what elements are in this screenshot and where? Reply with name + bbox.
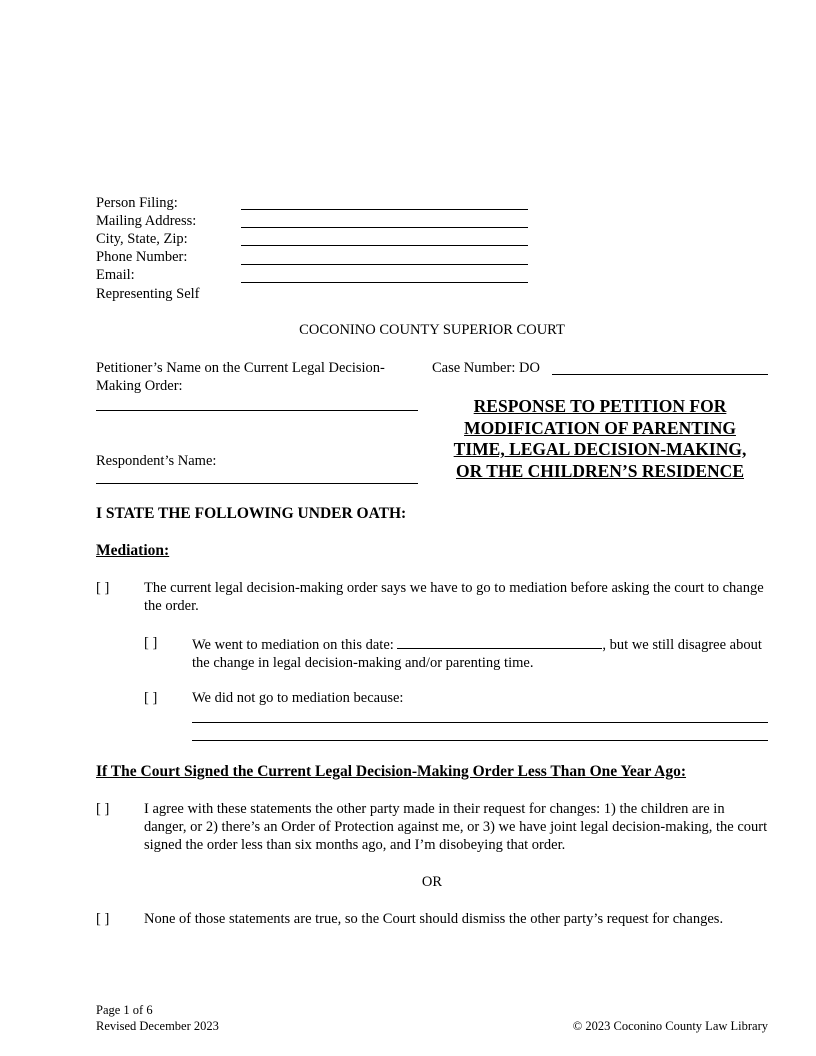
- mediation-reason-line-1[interactable]: [192, 722, 768, 723]
- respondent-name-line[interactable]: [96, 483, 418, 484]
- mediation-required-text: The current legal decision-making order says we have to go to mediation before asking the court to change the order.: [144, 580, 764, 614]
- mailing-address-line[interactable]: [241, 227, 528, 228]
- petitioner-name-line[interactable]: [96, 410, 418, 411]
- phone-number-label: Phone Number:: [96, 249, 188, 265]
- title-line-2: MODIFICATION OF PARENTING: [464, 417, 736, 438]
- case-number-line[interactable]: [552, 374, 768, 375]
- email-label: Email:: [96, 267, 135, 283]
- title-line-4: OR THE CHILDREN’S RESIDENCE: [455, 460, 744, 481]
- or-separator: OR: [421, 874, 443, 890]
- one-year-heading: If The Court Signed the Current Legal Decision-Making Order Less Than One Year Ago:: [96, 763, 687, 780]
- statements-false-text: None of those statements are true, so the Court should dismiss the other party’s request for changes.: [144, 911, 724, 927]
- agree-statements-checkbox[interactable]: [ ]: [96, 801, 110, 817]
- mailing-address-label: Mailing Address:: [96, 213, 197, 229]
- mediation-attended-text: [192, 634, 768, 672]
- city-state-zip-label: City, State, Zip:: [96, 231, 188, 247]
- representing-self-label: Representing Self: [96, 286, 200, 302]
- revised-date: Revised December 2023: [96, 1019, 219, 1033]
- page-number: Page 1 of 6: [96, 1003, 153, 1017]
- phone-number-line[interactable]: [241, 264, 528, 265]
- document-title: [432, 396, 768, 482]
- email-line[interactable]: [241, 282, 528, 283]
- mediation-required-checkbox[interactable]: [ ]: [96, 580, 110, 596]
- mediation-not-attended-checkbox[interactable]: [ ]: [144, 690, 158, 706]
- person-filing-label: Person Filing:: [96, 195, 178, 211]
- respondent-label: Respondent’s Name:: [96, 453, 217, 469]
- mediation-not-attended-text: We did not go to mediation because:: [192, 690, 404, 706]
- title-line-1: RESPONSE TO PETITION FOR: [473, 396, 727, 416]
- petitioner-label: Petitioner’s Name on the Current Legal Decision-Making Order:: [96, 360, 385, 394]
- copyright-notice: © 2023 Coconino County Law Library: [572, 1019, 768, 1033]
- statements-false-checkbox[interactable]: [ ]: [96, 911, 110, 927]
- city-state-zip-line[interactable]: [241, 245, 528, 246]
- title-line-3: TIME, LEGAL DECISION-MAKING,: [453, 439, 747, 459]
- mediation-attended-after: , but we still disagree about the change in legal decision-making and/or parenting time.: [192, 637, 762, 671]
- mediation-date-line[interactable]: [397, 634, 602, 649]
- oath-statement: I STATE THE FOLLOWING UNDER OATH:: [96, 505, 407, 522]
- person-filing-line[interactable]: [241, 209, 528, 210]
- agree-statements-text: I agree with these statements the other party made in their request for changes: 1) the children are in danger, or 2) there’s an Order of Protection against me, or 3) we have joint legal decision-making, the court signed the order less than six months ago, and I’m disobeying that order.: [144, 801, 768, 853]
- mediation-reason-line-2[interactable]: [192, 740, 768, 741]
- court-name: COCONINO COUNTY SUPERIOR COURT: [299, 322, 565, 338]
- mediation-attended-before: We went to mediation on this date:: [192, 637, 394, 653]
- mediation-heading: Mediation:: [96, 542, 170, 559]
- case-number-label: Case Number: DO: [432, 360, 540, 376]
- mediation-attended-checkbox[interactable]: [ ]: [144, 635, 158, 651]
